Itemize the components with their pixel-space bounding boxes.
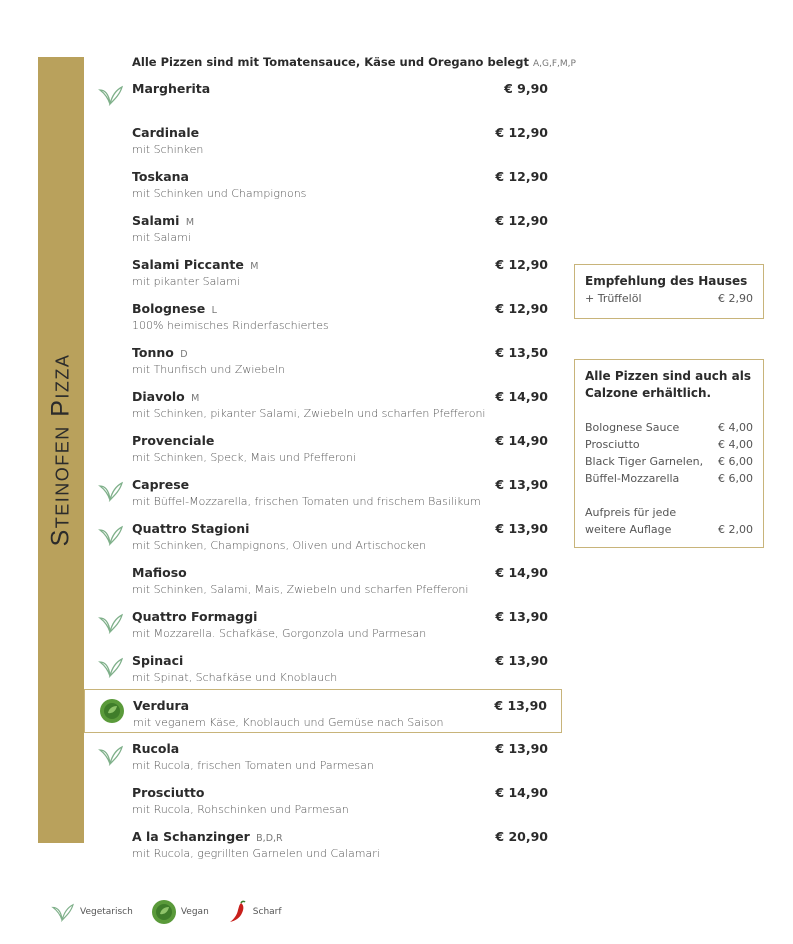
extra-price: € 4,00 [718, 438, 753, 451]
recommendation-price: € 2,90 [718, 292, 753, 305]
menu-intro [132, 55, 576, 69]
chili-icon [227, 900, 249, 924]
item-name [132, 565, 187, 580]
item-description: mit Schinken, Champignons, Oliven und Artischocken [132, 539, 427, 552]
item-name-text: Quattro Formaggi [132, 609, 258, 624]
extra-label: Prosciutto [585, 438, 640, 451]
item-name [132, 653, 183, 668]
item-name-text: Spinaci [132, 653, 184, 668]
surcharge-line1: Aufpreis für jede [585, 506, 677, 519]
item-price: € 20,90 [495, 829, 548, 844]
item-price: € 13,90 [495, 653, 548, 668]
leaf-icon [50, 902, 76, 922]
menu-item [84, 80, 562, 124]
item-name-text: Bolognese [132, 301, 206, 316]
item-price: € 12,90 [495, 257, 548, 272]
item-price: € 13,90 [495, 741, 548, 756]
calzone-extras [585, 419, 753, 487]
menu-item [84, 344, 562, 388]
item-name-text: Margherita [132, 81, 211, 96]
extra-price: € 4,00 [718, 421, 753, 434]
menu-item [84, 124, 562, 168]
item-allergens: B,D,R [256, 833, 283, 844]
menu-item [84, 520, 562, 564]
menu-item [84, 476, 562, 520]
calzone-extra-row [585, 419, 753, 436]
item-price: € 12,90 [495, 301, 548, 316]
section-title: Steinofen Pizza [46, 353, 75, 547]
item-allergens: M [191, 393, 200, 404]
item-price: € 13,90 [495, 477, 548, 492]
item-price: € 13,90 [495, 521, 548, 536]
vegan-badge-icon [151, 899, 177, 925]
item-name [132, 829, 283, 844]
surcharge-price: € 2,00 [718, 523, 753, 536]
calzone-title-line1: Alle Pizzen sind auch als [585, 369, 751, 383]
item-name [132, 433, 214, 448]
item-price: € 13,90 [495, 609, 548, 624]
item-name [132, 477, 189, 492]
recommendation-box [574, 264, 764, 319]
item-price: € 9,90 [504, 81, 548, 96]
item-name [132, 609, 257, 624]
extra-label: Bolognese Sauce [585, 421, 680, 434]
recommendation-item: + Trüffelöl [585, 292, 642, 305]
item-name [132, 213, 194, 228]
item-description: mit Spinat, Schafkäse und Knoblauch [132, 671, 338, 684]
item-description: mit Schinken und Champignons [132, 187, 307, 200]
menu-item [84, 300, 562, 344]
item-name [133, 698, 189, 713]
calzone-extra-row [585, 470, 753, 487]
menu-item [84, 784, 562, 828]
item-name-text: Verdura [133, 698, 190, 713]
item-name-text: Salami [132, 213, 180, 228]
vegan-badge-icon [99, 698, 125, 720]
item-description: 100% heimisches Rinderfaschiertes [132, 319, 329, 332]
menu-item [84, 212, 562, 256]
item-description: mit pikanter Salami [132, 275, 240, 288]
leaf-icon [98, 84, 124, 106]
item-price: € 13,50 [495, 345, 548, 360]
item-price: € 14,90 [495, 389, 548, 404]
item-name-text: Caprese [132, 477, 190, 492]
leaf-icon [98, 656, 124, 678]
menu-item [84, 432, 562, 476]
item-name [132, 301, 217, 316]
calzone-title-line2: Calzone erhältlich. [585, 386, 712, 400]
item-price: € 14,90 [495, 433, 548, 448]
calzone-box [574, 359, 764, 548]
item-price: € 13,90 [494, 698, 547, 713]
item-name [132, 521, 249, 536]
item-description: mit Rucola, gegrillten Garnelen und Calamari [132, 847, 380, 860]
item-name [132, 741, 179, 756]
item-name [132, 169, 189, 184]
legend [50, 900, 300, 924]
extra-price: € 6,00 [718, 455, 753, 468]
legend-vegan-label: Vegan [180, 907, 209, 917]
extra-label: Büffel-Mozzarella [585, 472, 680, 485]
item-name-text: Cardinale [132, 125, 200, 140]
item-name [132, 257, 258, 272]
extra-price: € 6,00 [718, 472, 753, 485]
item-name-text: Toskana [132, 169, 189, 184]
item-description: mit Schinken [132, 143, 204, 156]
calzone-extra-row [585, 436, 753, 453]
item-allergens: D [180, 349, 188, 360]
item-description: mit Thunfisch und Zwiebeln [132, 363, 285, 376]
item-description: mit Rucola, Rohschinken und Parmesan [132, 803, 349, 816]
item-price: € 12,90 [495, 125, 548, 140]
item-allergens: M [250, 261, 259, 272]
leaf-icon [98, 480, 124, 502]
item-price: € 14,90 [495, 565, 548, 580]
leaf-icon [98, 744, 124, 766]
legend-vegetarian-label: Vegetarisch [80, 907, 133, 917]
item-description: mit Schinken, Salami, Mais, Zwiebeln und scharfen Pfefferoni [132, 583, 469, 596]
item-allergens: L [211, 305, 217, 316]
item-description: mit Salami [132, 231, 191, 244]
item-name [132, 81, 210, 96]
item-name-text: A la Schanzinger [132, 829, 250, 844]
item-name-text: Quattro Stagioni [132, 521, 250, 536]
item-description: mit veganem Käse, Knoblauch und Gemüse nach Saison [133, 716, 444, 729]
menu-item [84, 564, 562, 608]
intro-allergens: A,G,F,M,P [532, 59, 576, 69]
intro-text: Alle Pizzen sind mit Tomatensauce, Käse und Oregano belegt [132, 55, 529, 69]
legend-spicy [227, 900, 282, 924]
menu-item [84, 168, 562, 212]
menu-item [84, 388, 562, 432]
menu-item [84, 828, 562, 872]
item-name [132, 785, 205, 800]
menu-item [84, 740, 562, 784]
item-description: mit Schinken, pikanter Salami, Zwiebeln und scharfen Pfefferoni [132, 407, 486, 420]
item-price: € 12,90 [495, 169, 548, 184]
item-name [132, 389, 199, 404]
item-price: € 12,90 [495, 213, 548, 228]
legend-spicy-label: Scharf [252, 907, 282, 917]
item-name [132, 125, 199, 140]
extra-label: Black Tiger Garnelen, [585, 455, 704, 468]
recommendation-title: Empfehlung des Hauses [585, 274, 748, 288]
item-name [132, 345, 188, 360]
surcharge-row-2 [585, 521, 753, 538]
item-name-text: Mafioso [132, 565, 187, 580]
item-description: mit Büffel-Mozzarella, frischen Tomaten und frischem Basilikum [132, 495, 481, 508]
leaf-icon [98, 524, 124, 546]
item-description: mit Rucola, frischen Tomaten und Parmesan [132, 759, 374, 772]
item-name-text: Salami Piccante [132, 257, 244, 272]
item-name-text: Rucola [132, 741, 180, 756]
item-price: € 14,90 [495, 785, 548, 800]
item-allergens: M [185, 217, 195, 228]
leaf-icon [98, 612, 124, 634]
calzone-extra-row [585, 453, 753, 470]
item-description: mit Schinken, Speck, Mais und Pfefferoni [132, 451, 357, 464]
menu-item [84, 689, 562, 733]
item-name-text: Prosciutto [132, 785, 205, 800]
menu-item [84, 256, 562, 300]
item-name-text: Tonno [132, 345, 174, 360]
item-name-text: Provenciale [132, 433, 215, 448]
surcharge-line2: weitere Auflage [585, 523, 672, 536]
recommendation-row [585, 290, 753, 307]
item-description: mit Mozzarella. Schafkäse, Gorgonzola und Parmesan [132, 627, 427, 640]
menu-item [84, 608, 562, 652]
legend-vegetarian [50, 902, 133, 922]
surcharge-row-1 [585, 504, 753, 521]
legend-vegan [151, 899, 209, 925]
item-name-text: Diavolo [132, 389, 185, 404]
